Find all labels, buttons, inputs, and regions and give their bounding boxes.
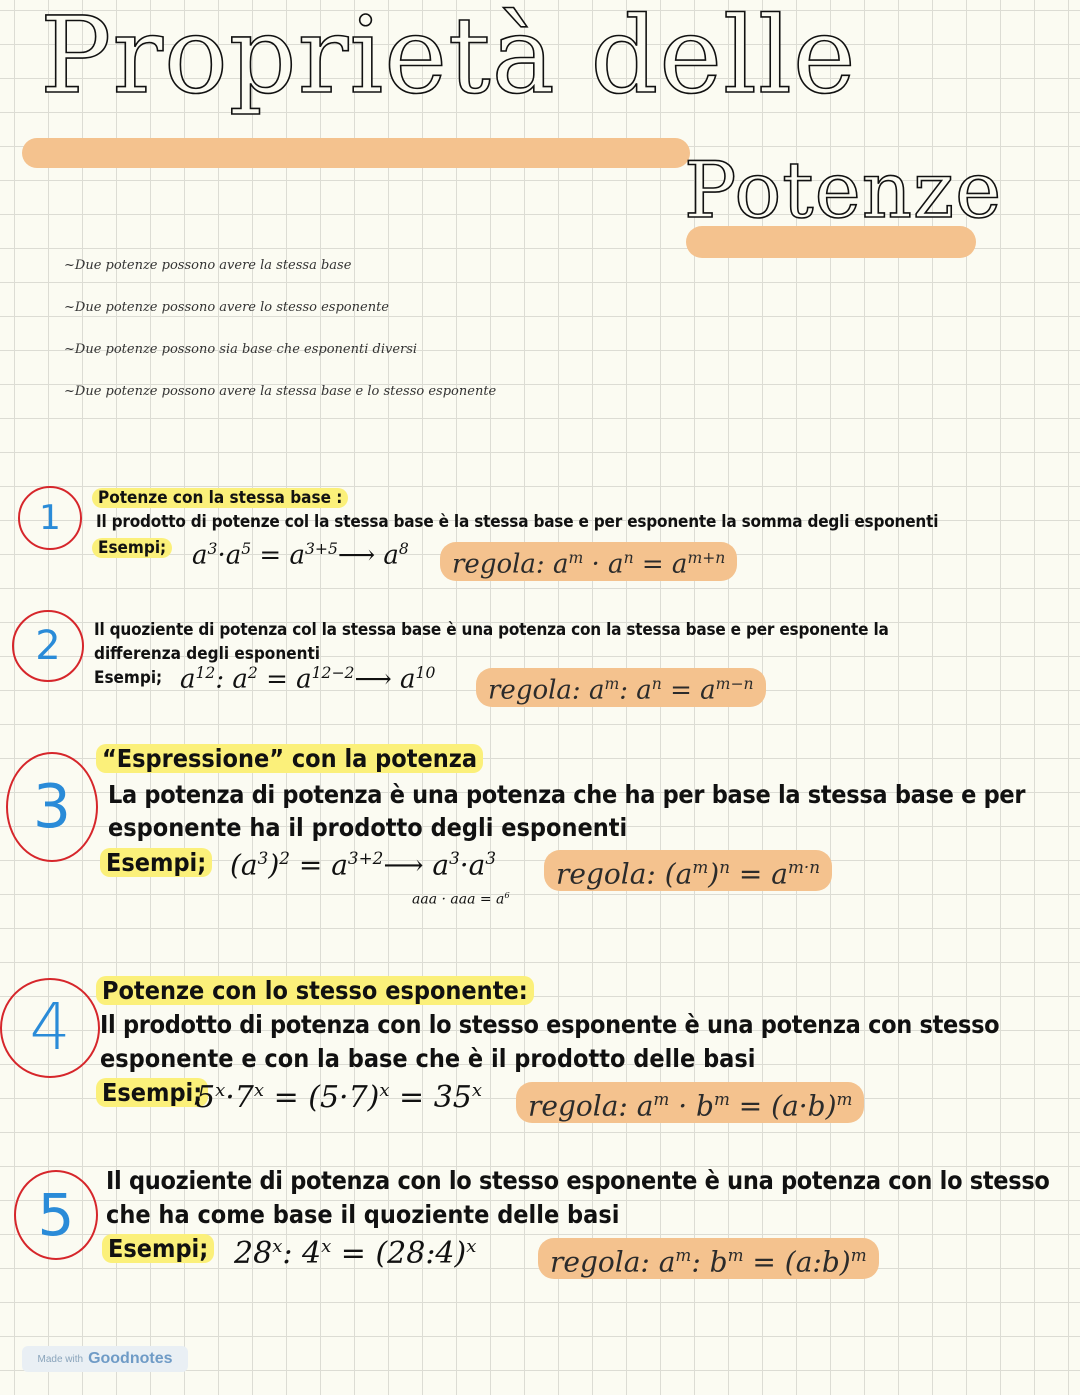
section-4-rule: regola: $a^m \cdot b^m = (a\cdot b)^m$ <box>516 1082 864 1123</box>
section-number-4: 4 <box>0 978 100 1078</box>
section-1-rule: regola: $a^m \cdot a^n = a^{m+n}$ <box>440 542 737 581</box>
intro-item: ~Due potenze possono sia base che esponenti diversi <box>64 342 418 357</box>
section-5-text-line1: Il quoziente di potenza con lo stesso esponente è una potenza con lo stesso <box>106 1166 1050 1195</box>
section-1-heading: Potenze con la stessa base : <box>92 488 348 508</box>
section-2-rule: regola: $a^m$: $a^n = a^{m-n}$ <box>476 668 766 707</box>
goodnotes-badge <box>22 1346 188 1372</box>
section-number-2: 2 <box>12 610 84 682</box>
section-2-example-formula: $a^{12}$: $a^2$ = $a^{12-2}⟶$ $a^{10}$ <box>180 664 436 695</box>
section-4-example-formula: $5^x\cdot 7^x = (5\cdot 7)^x = 35^x$ <box>196 1080 483 1115</box>
intro-item: ~Due potenze possono avere lo stesso esponente <box>64 300 389 315</box>
made-with-label: Made with <box>37 1353 84 1365</box>
section-number-3: 3 <box>6 752 98 862</box>
section-5-example-formula: 28$^x$: $4^x$ = (28:4)$^x$ <box>234 1236 477 1271</box>
section-1-text: Il prodotto di potenze col la stessa base è la stessa base e per esponente la somma degli esponenti <box>96 512 939 532</box>
intro-item: ~Due potenze possono avere la stessa base <box>64 258 352 273</box>
section-1-examples-label: Esempi; <box>92 538 172 558</box>
section-4-text-line2: esponente e con la base che è il prodotto delle basi <box>100 1044 756 1073</box>
section-2-text-line2: differenza degli esponenti <box>94 644 321 664</box>
section-5-text-line2: che ha come base il quoziente delle basi <box>106 1200 620 1229</box>
section-3-text-line1: La potenza di potenza è una potenza che ha per base la stessa base e per <box>108 780 1026 809</box>
section-4-text-line1: Il prodotto di potenza con lo stesso esponente è una potenza con stesso <box>100 1010 1000 1039</box>
section-3-rule: regola: $(a^m)^n = a^{m\cdot n}$ <box>544 850 832 891</box>
title-highlight-1 <box>22 138 690 168</box>
section-4-heading: Potenze con lo stesso esponente: <box>96 976 534 1005</box>
page-title: Proprietà delle <box>40 0 857 117</box>
section-3-heading: “Espressione” con la potenza <box>96 744 483 773</box>
section-number-1: 1 <box>18 486 82 550</box>
intro-item: ~Due potenze possono avere la stessa base e lo stesso esponente <box>64 384 497 399</box>
section-number-5: 5 <box>14 1170 98 1260</box>
section-3-example-formula: $(a^3)^2$ = $a^{3+2}⟶$ $a^3\cdot a^3$ <box>230 848 497 882</box>
section-3-text-line2: esponente ha il prodotto degli esponenti <box>108 813 628 842</box>
section-2-text-line1: Il quoziente di potenza col la stessa base è una potenza con la stessa base e per esponente la <box>94 620 889 640</box>
section-3-example-expansion: aaa · aaa = $a^6$ <box>412 890 510 908</box>
section-5-examples-label: Esempi; <box>102 1234 214 1263</box>
section-3-examples-label: Esempi; <box>100 848 212 877</box>
section-5-rule: regola: $a^m$: $b^m$ = (a:b)$^m$ <box>538 1238 879 1279</box>
section-1-example-formula: $a^3\cdot a^5$ = $a^{3+5}⟶$ $a^8$ <box>192 540 409 571</box>
section-4-examples-label: Esempi; <box>96 1078 208 1107</box>
page-subtitle: Potenze <box>684 146 1003 236</box>
section-2-examples-label: Esempi; <box>94 668 163 688</box>
goodnotes-logo: Goodnotes <box>88 1350 173 1367</box>
